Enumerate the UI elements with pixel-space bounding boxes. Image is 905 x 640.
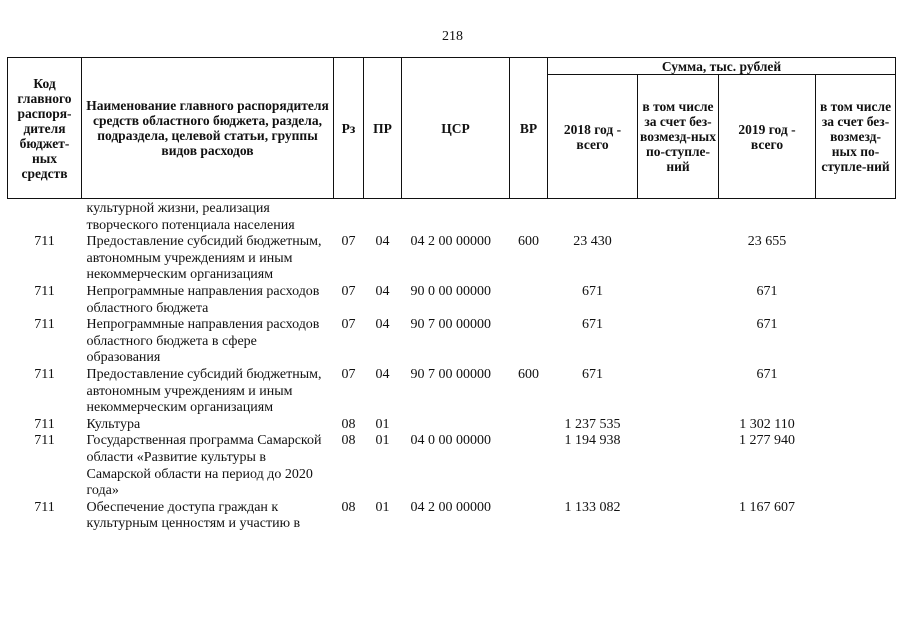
table-row (8, 417, 896, 434)
row-name: культурной жизни, реализация творческого потенциала населения (86, 201, 295, 233)
header-vr: ВР (510, 58, 548, 199)
row-code: 711 (34, 433, 55, 449)
row-2018-total: 1 194 938 (564, 433, 621, 449)
row-name: Обеспечение доступа граждан к культурным ценностям и участию в (86, 499, 301, 532)
row-2018-free (638, 417, 719, 434)
row-2019-free (816, 500, 896, 533)
row-csr (402, 417, 510, 434)
row-2018-total: 1 133 082 (564, 499, 621, 515)
row-vr (510, 201, 548, 234)
row-rz (334, 201, 364, 234)
row-2019-free (816, 201, 896, 234)
row-csr (402, 201, 510, 234)
row-name: Непрограммные направления расходов областного бюджета (86, 283, 320, 316)
row-name: Непрограммные направления расходов областного бюджета в сфере образования (86, 317, 320, 366)
table-row (8, 234, 896, 284)
row-2019-free (816, 417, 896, 434)
row-rz: 08 (341, 433, 356, 449)
row-2019-free (816, 234, 896, 284)
row-rz: 07 (341, 366, 356, 382)
row-code (8, 201, 82, 234)
budget-table (7, 57, 896, 533)
row-2018-total: 671 (582, 283, 603, 299)
row-2019-total: 1 277 940 (739, 433, 795, 449)
row-name: Культура (86, 416, 141, 432)
row-pr (364, 201, 402, 234)
row-2019-total: 671 (756, 317, 778, 333)
row-name: Государственная программа Самарской области «Развитие культуры в Самарской области на период до 2020 года» (86, 433, 322, 499)
row-2019-free (816, 284, 896, 317)
table-body (8, 199, 896, 533)
row-csr: 90 0 00 00000 (410, 283, 491, 299)
row-pr: 04 (375, 366, 390, 382)
row-rz: 07 (341, 317, 356, 333)
header-name: Наименование главного распорядителя средств областного бюджета, раздела, подраздела, целевой статьи, группы видов расходов (82, 58, 334, 199)
header-csr: ЦСР (402, 58, 510, 199)
row-csr: 04 2 00 00000 (410, 499, 491, 515)
row-name: Предоставление субсидий бюджетным, автономным учреждениям и иным некоммерческим организациям (86, 234, 322, 283)
row-code: 711 (34, 499, 55, 515)
row-vr (510, 417, 548, 434)
table-header (8, 58, 896, 199)
row-vr: 600 (518, 366, 539, 382)
row-rz: 08 (341, 416, 356, 432)
row-2019-total (719, 201, 816, 234)
row-2018-total: 1 237 535 (564, 416, 621, 432)
row-2019-total: 671 (756, 366, 778, 382)
row-code: 711 (34, 317, 55, 333)
header-2019-free: в том числе за счет без-возмезд-ных по-ступле-ний (816, 75, 896, 199)
row-code: 711 (34, 234, 55, 250)
row-2019-free (816, 433, 896, 499)
table-row (8, 317, 896, 367)
header-2018-free: в том числе за счет без-возмезд-ных по-ступле-ний (638, 75, 719, 199)
row-vr (510, 500, 548, 533)
header-rz: Рз (334, 58, 364, 199)
table-row (8, 284, 896, 317)
table-row (8, 500, 896, 533)
row-2018-free (638, 500, 719, 533)
row-vr (510, 317, 548, 367)
row-2018-free (638, 317, 719, 367)
header-pr: ПР (364, 58, 402, 199)
row-2019-total: 671 (756, 283, 778, 299)
header-2019-total: 2019 год - всего (719, 75, 816, 199)
row-rz: 07 (341, 234, 356, 250)
table-row (8, 367, 896, 417)
row-rz: 08 (341, 499, 356, 515)
row-csr: 04 2 00 00000 (410, 234, 491, 250)
row-code: 711 (34, 283, 55, 299)
row-csr: 90 7 00 00000 (410, 366, 491, 382)
row-vr: 600 (518, 234, 539, 250)
row-2018-free (638, 433, 719, 499)
row-pr: 01 (375, 433, 390, 449)
row-2018-free (638, 234, 719, 284)
row-code: 711 (34, 366, 55, 382)
row-code: 711 (34, 416, 55, 432)
row-pr: 04 (375, 234, 390, 250)
row-2018-total (548, 201, 638, 234)
row-2018-free (638, 284, 719, 317)
row-pr: 01 (375, 416, 390, 432)
row-csr: 04 0 00 00000 (410, 433, 491, 449)
row-2018-free (638, 367, 719, 417)
row-pr: 04 (375, 283, 390, 299)
row-2018-free (638, 201, 719, 234)
table-row (8, 201, 896, 234)
row-rz: 07 (341, 283, 356, 299)
table-row (8, 433, 896, 499)
row-2019-total: 1 167 607 (739, 499, 795, 515)
row-2019-free (816, 317, 896, 367)
row-2019-total: 1 302 110 (739, 416, 795, 432)
row-2018-total: 671 (582, 317, 603, 333)
page-number: 218 (442, 29, 463, 44)
header-2018-total: 2018 год - всего (548, 75, 638, 199)
row-2019-total: 23 655 (747, 234, 787, 250)
row-2019-free (816, 367, 896, 417)
row-pr: 04 (375, 317, 390, 333)
row-csr: 90 7 00 00000 (410, 317, 491, 333)
row-2018-total: 671 (582, 366, 603, 382)
row-vr (510, 284, 548, 317)
row-2018-total: 23 430 (573, 234, 612, 250)
row-pr: 01 (375, 499, 390, 515)
header-sum: Сумма, тыс. рублей (548, 58, 896, 75)
header-code: Код главного распоря-дителя бюджет-ных средств (8, 58, 82, 199)
row-name: Предоставление субсидий бюджетным, автономным учреждениям и иным некоммерческим организациям (86, 366, 322, 416)
row-vr (510, 433, 548, 499)
